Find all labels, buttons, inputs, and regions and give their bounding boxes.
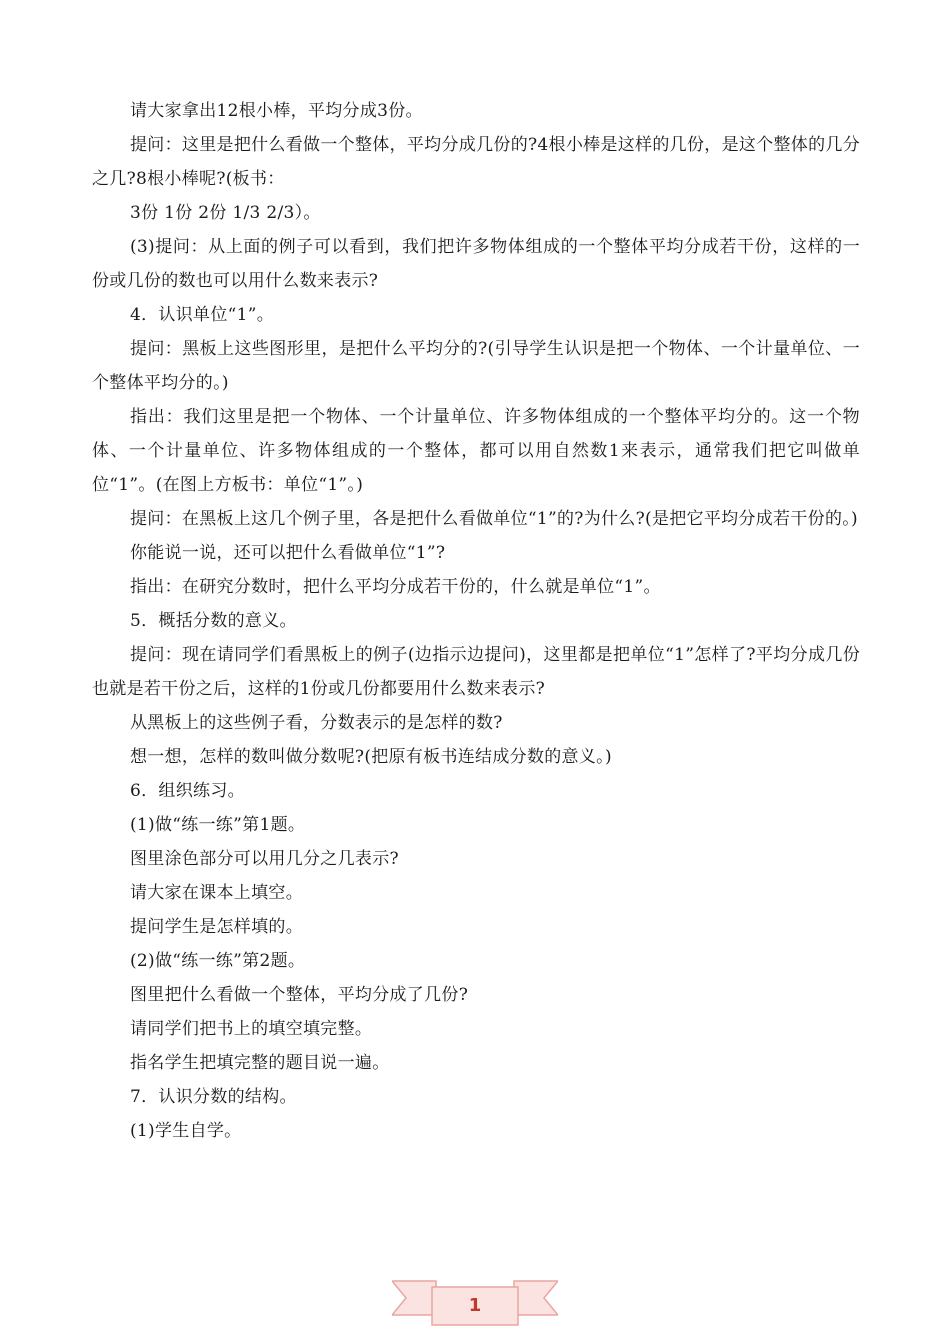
page-number: 1 [468, 1295, 482, 1316]
paragraph: (1)做“练一练”第1题。 [130, 815, 306, 835]
paragraph: 提问：黑板上这些图形里，是把什么平均分的?(引导学生认识是把一个物体、一个计量单位、一个整体平均分的。) [92, 339, 860, 393]
section-heading: 5．概括分数的意义。 [130, 611, 297, 631]
paragraph: 图里涂色部分可以用几分之几表示? [130, 849, 399, 869]
paragraph: 提问：现在请同学们看黑板上的例子(边指示边提问)，这里都是把单位“1”怎样了?平均分成几份也就是若干份之后，这样的1份或几份都要用什么数来表示? [92, 645, 860, 699]
paragraph: 请大家在课本上填空。 [130, 883, 303, 903]
paragraph: 图里把什么看做一个整体，平均分成了几份? [130, 985, 469, 1005]
paragraph: 指出：我们这里是把一个物体、一个计量单位、许多物体组成的一个整体平均分的。这一个物体、一个计量单位、许多物体组成的一个整体，都可以用自然数1来表示，通常我们把它叫做单位“1”。(在图上方板书：单位“1”。) [92, 407, 860, 495]
paragraph: 请同学们把书上的填空填完整。 [130, 1019, 373, 1039]
paragraph: (2)做“练一练”第2题。 [130, 951, 306, 971]
section-heading: 6．组织练习。 [130, 781, 245, 801]
paragraph: 想一想，怎样的数叫做分数呢?(把原有板书连结成分数的意义。) [130, 747, 612, 767]
paragraph: (3)提问：从上面的例子可以看到，我们把许多物体组成的一个整体平均分成若干份，这样的一份或几份的数也可以用什么数来表示? [92, 237, 860, 291]
paragraph: 提问：在黑板上这几个例子里，各是把什么看做单位“1”的?为什么?(是把它平均分成若干份的。) [130, 509, 858, 529]
page-footer [392, 1271, 558, 1335]
paragraph: 你能说一说，还可以把什么看做单位“1”? [130, 543, 446, 563]
paragraph: 请大家拿出12根小棒，平均分成3份。 [130, 101, 423, 121]
paragraph: 指出：在研究分数时，把什么平均分成若干份的，什么就是单位“1”。 [130, 577, 661, 597]
paragraph: (1)学生自学。 [130, 1121, 242, 1141]
section-heading: 7．认识分数的结构。 [130, 1087, 297, 1107]
paragraph: 从黑板上的这些例子看，分数表示的是怎样的数? [130, 713, 503, 733]
paragraph: 提问：这里是把什么看做一个整体，平均分成几份的?4根小棒是这样的几份，是这个整体的几分之几?8根小棒呢?(板书： [92, 135, 860, 189]
paragraph: 指名学生把填完整的题目说一遍。 [130, 1053, 390, 1073]
paragraph: 提问学生是怎样填的。 [130, 917, 303, 937]
document-body [92, 94, 860, 1148]
paragraph: 3份 1份 2份 1/3 2/3）。 [130, 203, 321, 223]
section-heading: 4．认识单位“1”。 [130, 305, 275, 325]
